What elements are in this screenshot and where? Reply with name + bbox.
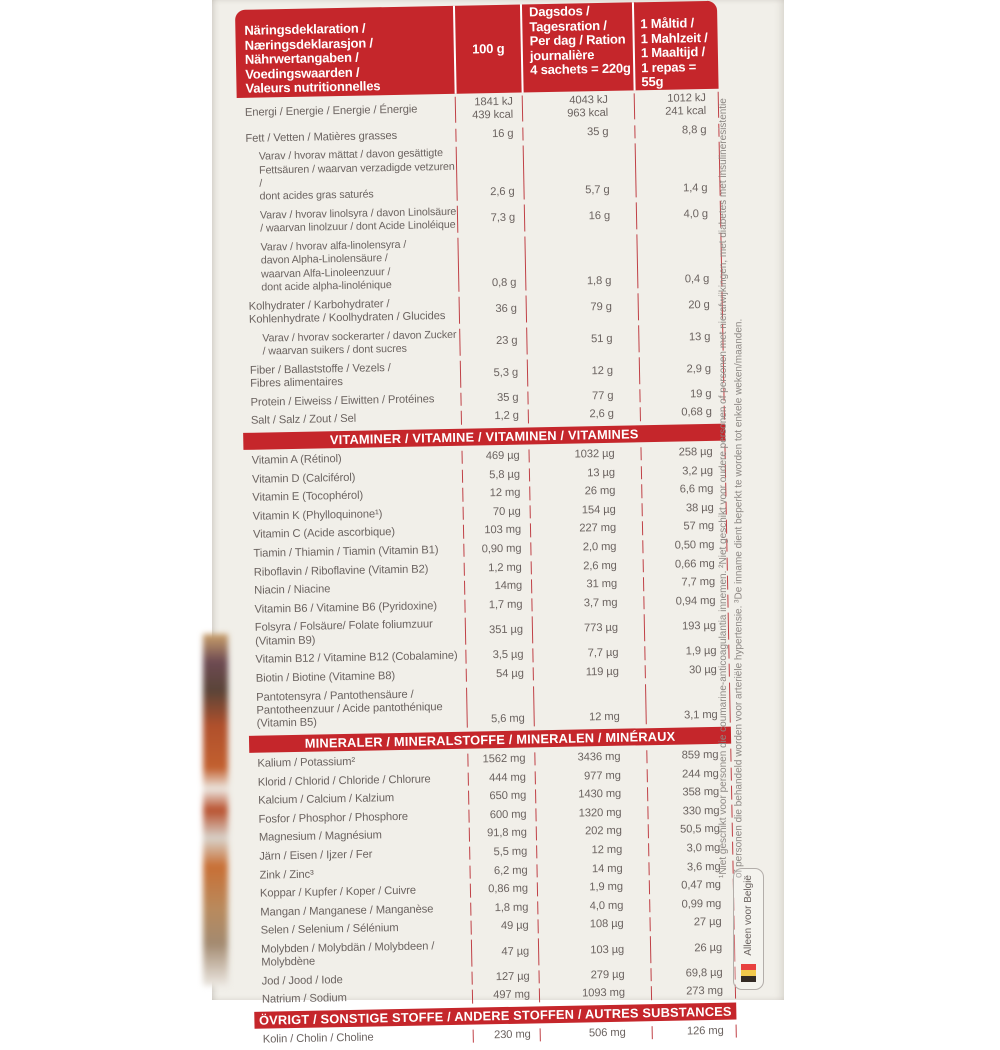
value-per-meal: 273 mg — [651, 985, 736, 1000]
value-per-meal: 244 mg — [647, 767, 732, 782]
value-per-100g: 7,3 g — [457, 204, 525, 232]
value-per-day: 2,6 mg — [531, 559, 643, 575]
value-per-100g: 23 g — [459, 327, 527, 355]
value-per-day: 154 µg — [530, 503, 642, 519]
nutrient-label: Mangan / Manganese / Manganèse — [260, 903, 434, 919]
nutrient-label: Vitamin B6 / Vitamine B6 (Pyridoxine) — [254, 599, 438, 616]
value-per-day: 506 mg — [540, 1026, 652, 1042]
value-per-100g: 469 µg — [462, 449, 529, 464]
nutrient-label: Varav / hvorav linolsyra / davon Linolsäure / waarvan linolzuur / dont Acide Linoléique — [259, 205, 457, 235]
value-per-day: 16 g — [524, 202, 636, 231]
value-per-day: 108 µg — [538, 917, 650, 933]
value-per-meal: 258 µg — [640, 446, 725, 461]
value-per-100g: 35 g — [460, 391, 527, 406]
header-nutrition-column: Näringsdeklaration / Næringsdeklarasjon / Nährwertangaben / Voedingswaarden / Valeurs nutritionnelles — [244, 20, 381, 97]
value-per-day: 26 mg — [529, 484, 641, 500]
value-per-meal: 1012 kJ 241 kcal — [634, 91, 719, 119]
value-per-meal: 0,50 mg — [642, 539, 727, 554]
nutrient-label: Zink / Zinc³ — [259, 868, 314, 882]
nutrient-label: Varav / hvorav sockerarter / davon Zucker / waarvan suikers / dont sucres — [262, 328, 457, 358]
nutrient-label: Varav / hvorav mättat / davon gesättigte Fettsäuren / waarvan verzadigde vetzuren / dont acides gras saturés — [258, 147, 455, 203]
value-per-day: 4,0 mg — [537, 899, 649, 915]
side-disclaimer-line1: ¹Niet geschikt voor personen die coumarine-anticoagulantia innemen. ²Niet geschikt voor oudere personen of personen met nierafwijkingen, met diabetes met insulineresistentie — [718, 98, 729, 878]
value-per-meal: 3,0 mg — [648, 841, 733, 856]
table-row — [248, 680, 731, 735]
nutrient-label: Protein / Eiweiss / Eiwitten / Protéines — [250, 393, 435, 409]
value-per-100g: 497 mg — [472, 989, 539, 1004]
nutrient-label: Tiamin / Thiamin / Tiamin (Vitamin B1) — [253, 544, 439, 560]
value-per-day: 119 µg — [533, 665, 645, 681]
section-bar: MINERALER / MINERALSTOFFE / MINERALEN / MINÉRAUX — [249, 727, 731, 753]
value-per-100g: 1,2 mg — [464, 561, 531, 576]
table-row — [238, 139, 721, 207]
value-per-100g: 1,2 g — [461, 410, 528, 425]
value-per-meal: 1,9 µg — [644, 645, 729, 660]
value-per-day: 35 g — [522, 125, 634, 141]
value-per-100g: 1,7 mg — [464, 598, 531, 613]
nutrient-label: Salt / Salz / Zout / Sel — [250, 413, 357, 428]
belgium-flag-icon — [741, 964, 756, 982]
nutrient-label: Kalium / Potassium² — [257, 755, 356, 770]
value-per-100g: 1,8 mg — [470, 901, 537, 916]
nutrient-label: Vitamin C (Acide ascorbique) — [252, 526, 396, 542]
nutrient-label: Folsyra / Folsäure/ Folate foliumzuur (Vitamin B9) — [254, 618, 433, 648]
value-per-meal: 57 mg — [642, 520, 727, 535]
value-per-100g: 91,8 mg — [469, 827, 536, 842]
value-per-day: 2,0 mg — [530, 540, 642, 556]
table-row — [239, 230, 722, 298]
belgium-badge — [733, 868, 764, 990]
belgium-badge-label: Alleen voor België — [743, 875, 754, 956]
nutrient-label: Vitamin B12 / Vitamine B12 (Cobalamine) — [255, 650, 458, 667]
value-per-day: 5,7 g — [523, 144, 636, 200]
nutrient-label: Magnesium / Magnésium — [258, 829, 382, 845]
nutrient-label: Vitamin K (Phylloquinone¹) — [252, 508, 383, 523]
nutrient-label: Vitamin D (Calciférol) — [251, 471, 356, 486]
value-per-100g: 5,5 mg — [469, 845, 536, 860]
value-per-meal: 6,6 mg — [641, 483, 726, 498]
value-per-day: 31 mg — [531, 577, 643, 593]
value-per-100g: 1841 kJ 439 kcal — [455, 95, 523, 123]
nutrient-label: Jod / Jood / Iode — [261, 973, 343, 988]
value-per-day: 1,8 g — [524, 234, 637, 290]
value-per-meal: 30 µg — [645, 664, 730, 679]
value-per-meal: 3,2 µg — [641, 464, 726, 479]
flag-stripe-black — [741, 976, 756, 982]
value-per-day: 977 mg — [535, 769, 647, 785]
value-per-100g: 5,6 mg — [466, 686, 534, 727]
nutrient-label: Kalcium / Calcium / Kalzium — [258, 792, 395, 807]
nutrient-label: Fiber / Ballaststoffe / Vezels / Fibres alimentaires — [249, 361, 391, 390]
product-photo-strip — [203, 634, 228, 986]
table-header — [235, 1, 719, 98]
value-per-day: 279 µg — [538, 968, 650, 984]
value-per-100g: 47 µg — [471, 938, 539, 966]
value-per-day: 1093 mg — [539, 987, 651, 1003]
nutrient-label: Vitamin A (Rétinol) — [251, 453, 342, 467]
value-per-day: 227 mg — [530, 522, 642, 538]
value-per-meal: 38 µg — [642, 501, 727, 516]
header-per100g-column: 100 g — [453, 5, 522, 94]
value-per-day: 1032 µg — [528, 447, 640, 463]
value-per-day: 51 g — [526, 325, 638, 354]
nutrient-label: Varav / hvorav alfa-linolensyra / davon Alpha-Linolensäure / waarvan Alfa-Linoleenzuur / dont acide alpha-linolénique — [260, 238, 407, 294]
value-per-day: 773 µg — [532, 615, 644, 644]
value-per-meal: 126 mg — [652, 1025, 737, 1040]
nutrient-label: Pantotensyra / Pantothensäure / Pantotheenzuur / Acide pantothénique (Vitamin B5) — [256, 688, 443, 731]
value-per-day: 3436 mg — [534, 750, 646, 766]
value-per-100g: 49 µg — [471, 920, 538, 935]
value-per-meal: 19 g — [639, 387, 724, 402]
value-per-meal: 7,7 mg — [643, 576, 728, 591]
value-per-meal: 0,68 g — [640, 406, 725, 421]
value-per-day: 77 g — [527, 389, 639, 405]
value-per-meal: 8,8 g — [634, 123, 719, 138]
value-per-100g: 54 µg — [466, 667, 533, 682]
value-per-100g: 12 mg — [462, 487, 529, 502]
nutrient-label: Fett / Vetten / Matières grasses — [245, 129, 398, 145]
value-per-day: 2,6 g — [528, 408, 640, 424]
value-per-day: 4043 kJ 963 kcal — [522, 93, 634, 122]
value-per-100g: 127 µg — [472, 970, 539, 985]
value-per-meal: 27 µg — [649, 916, 734, 931]
value-per-meal: 0,66 mg — [643, 557, 728, 572]
header-meal-column: 1 Måltid / 1 Mahlzeit / 1 Maaltijd / 1 repas = 55g — [632, 1, 719, 91]
value-per-day: 12 g — [527, 357, 639, 386]
nutrient-label: Biotin / Biotine (Vitamine B8) — [255, 669, 396, 685]
value-per-day: 14 mg — [536, 862, 648, 878]
value-per-meal: 4,0 g — [636, 201, 721, 229]
value-per-meal: 330 mg — [647, 804, 732, 819]
value-per-100g: 5,8 µg — [462, 468, 529, 483]
nutrient-label: Vitamin E (Tocophérol) — [252, 489, 364, 504]
table-body — [237, 89, 737, 1050]
value-per-meal: 20 g — [638, 292, 723, 320]
value-per-meal: 50,5 mg — [648, 823, 733, 838]
value-per-100g: 2,6 g — [456, 146, 524, 201]
value-per-100g: 6,2 mg — [469, 864, 536, 879]
value-per-100g: 36 g — [459, 295, 527, 323]
header-daily-column: Dagsdos / Tagesration / Per dag / Ration journalière 4 sachets = 220g — [520, 2, 634, 92]
nutrient-label: Riboflavin / Riboflavine (Vitamin B2) — [253, 562, 429, 579]
value-per-100g: 444 mg — [468, 771, 535, 786]
side-disclaimer-line2: of personen die behandeld worden voor arteriële hypertensie. ³De inname dient beperkt te worden tot enkele weken/maanden. — [733, 318, 745, 878]
side-disclaimer — [716, 0, 752, 878]
value-per-meal: 0,99 mg — [649, 897, 734, 912]
nutrient-label: Järn / Eisen / Ijzer / Fer — [259, 848, 373, 863]
value-per-meal: 859 mg — [646, 749, 731, 764]
value-per-day: 7,7 µg — [532, 647, 644, 663]
value-per-100g: 16 g — [455, 127, 522, 142]
value-per-day: 202 mg — [536, 825, 648, 841]
value-per-day: 1320 mg — [535, 806, 647, 822]
nutrient-label: Natrium / Sodium — [261, 992, 347, 1007]
value-per-meal: 0,47 mg — [649, 879, 734, 894]
belgium-badge-label-wrap — [734, 872, 763, 959]
value-per-100g: 0,8 g — [457, 236, 525, 291]
value-per-100g: 0,90 mg — [463, 542, 530, 557]
nutrient-label: Niacin / Niacine — [254, 583, 331, 597]
value-per-meal: 193 µg — [644, 613, 729, 641]
value-per-100g: 650 mg — [468, 790, 535, 805]
value-per-meal: 13 g — [638, 323, 723, 351]
value-per-day: 12 mg — [536, 843, 648, 859]
value-per-100g: 600 mg — [468, 808, 535, 823]
value-per-meal: 1,4 g — [635, 142, 721, 197]
nutrient-label: Energi / Energie / Energie / Énergie — [244, 103, 418, 120]
nutrient-label: Kolin / Cholin / Choline — [262, 1031, 374, 1046]
value-per-day: 3,7 mg — [531, 596, 643, 612]
value-per-meal: 2,9 g — [639, 355, 724, 383]
value-per-day: 79 g — [526, 293, 638, 322]
value-per-100g: 103 mg — [463, 524, 530, 539]
value-per-100g: 230 mg — [473, 1028, 540, 1043]
value-per-meal: 69,8 µg — [650, 966, 735, 981]
nutrient-label: Koppar / Kupfer / Koper / Cuivre — [259, 884, 417, 900]
value-per-meal: 358 mg — [647, 786, 732, 801]
nutrient-label: Molybden / Molybdän / Molybdeen / Molybdène — [260, 940, 435, 969]
value-per-day: 1,9 mg — [537, 880, 649, 896]
section-bar: ÖVRIGT / SONSTIGE STOFFE / ANDERE STOFFEN / AUTRES SUBSTANCES — [254, 1003, 736, 1029]
nutrient-label: Selen / Selenium / Sélénium — [260, 922, 399, 937]
value-per-day: 1430 mg — [535, 787, 647, 803]
nutrition-table — [235, 1, 737, 1050]
value-per-100g: 351 µg — [465, 617, 533, 645]
value-per-100g: 5,3 g — [460, 359, 528, 387]
value-per-day: 13 µg — [529, 466, 641, 482]
value-per-100g: 70 µg — [463, 505, 530, 520]
nutrient-label: Fosfor / Phosphor / Phosphore — [258, 810, 409, 826]
nutrient-label: Klorid / Chlorid / Chloride / Chlorure — [257, 772, 431, 789]
value-per-meal: 3,6 mg — [648, 860, 733, 875]
section-bar: VITAMINER / VITAMINE / VITAMINEN / VITAMINES — [243, 424, 725, 450]
value-per-100g: 1562 mg — [467, 752, 534, 767]
value-per-meal: 0,4 g — [636, 233, 722, 288]
value-per-meal: 3,1 mg — [645, 682, 731, 724]
nutrient-label: Kolhydrater / Karbohydrater / Kohlenhydrate / Koolhydraten / Glucides — [248, 297, 446, 327]
value-per-meal: 26 µg — [650, 934, 735, 962]
value-per-100g: 3,5 µg — [465, 649, 532, 664]
value-per-100g: 0,86 mg — [470, 882, 537, 897]
value-per-100g: 14mg — [464, 580, 531, 595]
value-per-meal: 0,94 mg — [643, 594, 728, 609]
value-per-day: 103 µg — [538, 936, 650, 965]
value-per-day: 12 mg — [533, 684, 646, 726]
